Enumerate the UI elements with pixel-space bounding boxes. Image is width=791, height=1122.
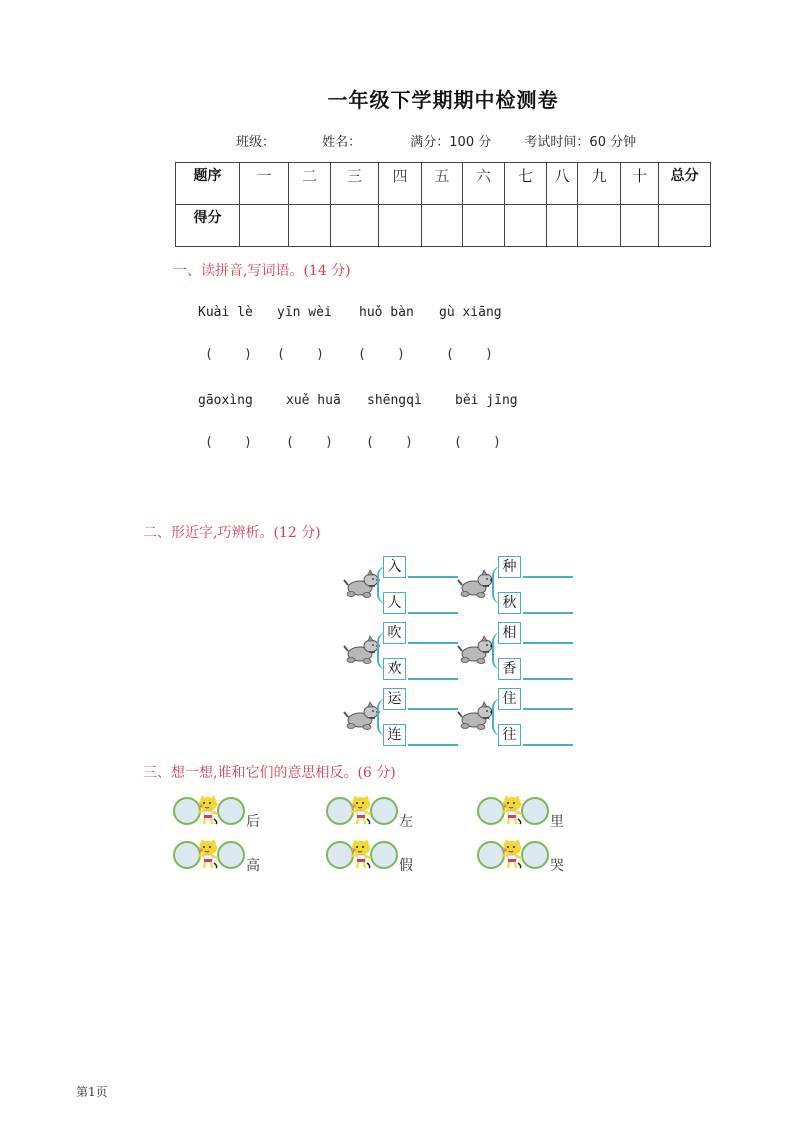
header-cell: 九 (578, 163, 621, 205)
header-cell: 七 (505, 163, 547, 205)
cat-icon (500, 795, 524, 825)
answer-blank[interactable]: ( ) (366, 435, 413, 450)
antonym-word: 左 (399, 814, 413, 830)
char-box: 入 (383, 556, 406, 578)
answer-blank[interactable]: ( ) (446, 347, 493, 362)
answer-circle[interactable] (521, 841, 549, 869)
pinyin-item: xuě huā (286, 393, 341, 408)
page-number: 第1页 (76, 1085, 108, 1099)
header-cell-label: 题序 (176, 163, 240, 205)
char-box: 欢 (383, 658, 406, 680)
answer-line[interactable] (408, 612, 458, 614)
answer-line[interactable] (523, 678, 573, 680)
score-cell[interactable] (578, 205, 621, 247)
score-cell[interactable] (621, 205, 659, 247)
char-box: 人 (383, 592, 406, 614)
pinyin-item: shēngqì (367, 393, 422, 408)
char-box: 种 (498, 556, 521, 578)
answer-blank[interactable]: ( ) (454, 435, 501, 450)
class-label: 班级： (236, 135, 276, 150)
char-box: 吹 (383, 622, 406, 644)
document-title: 一年级下学期期中检测卷 (327, 88, 559, 112)
header-cell: 二 (289, 163, 331, 205)
pinyin-item: yīn wèi (277, 305, 332, 320)
answer-blank[interactable]: ( ) (286, 435, 333, 450)
table-header-row (176, 163, 711, 205)
header-cell: 六 (463, 163, 505, 205)
char-box: 运 (383, 688, 406, 710)
answer-circle[interactable] (370, 841, 398, 869)
answer-circle[interactable] (217, 797, 245, 825)
header-cell: 三 (331, 163, 379, 205)
header-cell: 一 (240, 163, 289, 205)
answer-circle[interactable] (370, 797, 398, 825)
score-cell-total[interactable] (659, 205, 711, 247)
answer-line[interactable] (523, 708, 573, 710)
section1-heading: 一、读拼音,写词语。(14 分) (173, 263, 351, 279)
pinyin-item: Kuài lè (198, 305, 253, 320)
header-cell: 五 (422, 163, 463, 205)
header-cell: 十 (621, 163, 659, 205)
answer-line[interactable] (523, 642, 573, 644)
answer-line[interactable] (523, 576, 573, 578)
name-label: 姓名： (322, 135, 362, 150)
char-box: 相 (498, 622, 521, 644)
dog-icon (457, 634, 497, 670)
char-box: 香 (498, 658, 521, 680)
score-cell[interactable] (422, 205, 463, 247)
cat-icon (196, 839, 220, 869)
antonym-word: 哭 (550, 858, 564, 874)
pinyin-item: běi jīng (455, 393, 518, 408)
char-box: 住 (498, 688, 521, 710)
answer-line[interactable] (408, 678, 458, 680)
pinyin-item: huǒ bàn (359, 305, 414, 320)
dog-icon (457, 700, 497, 736)
exam-meta (236, 131, 636, 150)
score-row-label: 得分 (176, 205, 240, 247)
score-table (175, 162, 711, 247)
cat-icon (349, 839, 373, 869)
answer-line[interactable] (523, 744, 573, 746)
header-cell: 八 (547, 163, 578, 205)
answer-circle[interactable] (521, 797, 549, 825)
score-cell[interactable] (289, 205, 331, 247)
answer-circle[interactable] (217, 841, 245, 869)
score-cell[interactable] (379, 205, 422, 247)
antonym-word: 里 (550, 814, 564, 830)
char-box: 秋 (498, 592, 521, 614)
section3-heading: 三、想一想,谁和它们的意思相反。(6 分) (143, 765, 396, 781)
full-score: 满分：100 分 (410, 135, 492, 150)
answer-line[interactable] (408, 576, 458, 578)
pinyin-item: gāoxìng (198, 393, 253, 408)
char-box: 连 (383, 724, 406, 746)
answer-line[interactable] (408, 744, 458, 746)
answer-blank[interactable]: ( ) (205, 347, 252, 362)
header-cell-total: 总分 (659, 163, 711, 205)
answer-blank[interactable]: ( ) (205, 435, 252, 450)
antonym-word: 高 (246, 858, 260, 874)
cat-icon (196, 795, 220, 825)
antonym-word: 后 (246, 814, 260, 830)
char-box: 往 (498, 724, 521, 746)
answer-line[interactable] (408, 642, 458, 644)
answer-blank[interactable]: ( ) (358, 347, 405, 362)
score-cell[interactable] (240, 205, 289, 247)
section2-heading: 二、形近字,巧辨析。(12 分) (143, 525, 321, 541)
pinyin-item: gù xiāng (439, 305, 502, 320)
cat-icon (349, 795, 373, 825)
exam-time: 考试时间：60 分钟 (524, 135, 637, 150)
header-cell: 四 (379, 163, 422, 205)
score-cell[interactable] (547, 205, 578, 247)
score-cell[interactable] (463, 205, 505, 247)
answer-blank[interactable]: ( ) (277, 347, 324, 362)
answer-line[interactable] (523, 612, 573, 614)
score-cell[interactable] (331, 205, 379, 247)
table-score-row (176, 205, 711, 247)
dog-icon (457, 568, 497, 604)
antonym-word: 假 (399, 858, 413, 874)
score-cell[interactable] (505, 205, 547, 247)
cat-icon (500, 839, 524, 869)
answer-line[interactable] (408, 708, 458, 710)
